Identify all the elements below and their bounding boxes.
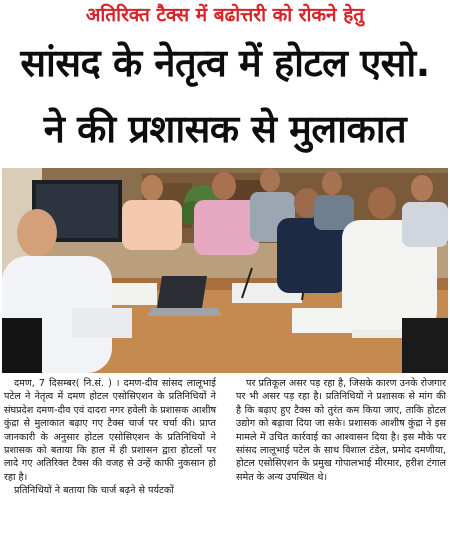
article-column-right [236,377,446,484]
article-body [0,377,450,549]
kicker-headline: अतिरिक्त टैक्स में बढोत्तरी को रोकने हेतु [85,4,365,26]
article-paragraph: प्रतिनिधियों ने बताया कि चार्ज बढ़ने से पर्यटकों [14,485,174,497]
meeting-photo [2,168,448,373]
article-paragraph: पर प्रतिकूल असर पड़ रहा है, जिसके कारण उनके रोजगार पर भी असर पड़ रहा है। प्रतिनिधियों ने प्रशासक से मांग की है कि बढ़ाए हुए टैक्स को तुरंत कम किया जाए, ताकि होटल उद्योग को बढ़ावा दिया जा सके। प्रशासक आशीष कुंद्रा ने इस मामले में उचित कार्रवाई का आश्वासन दिया है। इस मौके पर सांसद लालूभाई पटेल के साथ विशाल टंडेल, प्रमोद दमणीया, होटल एसोसिएशन के प्रमुख गोपालभाई मीरमार, हरीश टंगाल समेत के अन्य उपस्थित थे। [236,378,446,483]
article-paragraph: दमण, 7 दिसम्बर( नि.सं. ) । दमण-दीव सांसद लालूभाई पटेल ने नेतृत्व में दमण होटल एसोसिएशन के प्रतिनिधियों ने संघप्रदेश दमण-दीव एवं दादरा नगर हवेली के प्रशासक आशीष कुंद्रा से मुलाकात बढ़ाए गए टैक्स चार्ज पर चर्चा की। प्राप्त जानकारी के अनुसार होटल एसोसिएशन के प्रतिनिधियों ने प्रशासक को बताया कि हाल में ही प्रशासन द्वारा होटलों पर लादे गए अतिरिक्त टैक्स की वजह से उन्हें काफी नुकसान हो रहा है। [4,378,216,483]
headline-line-1: सांसद के नेतृत्व में होटल एसो. [20,41,430,85]
headline-line-2: ने की प्रशासक से मुलाकात [43,107,407,151]
article-column-left [4,377,216,498]
